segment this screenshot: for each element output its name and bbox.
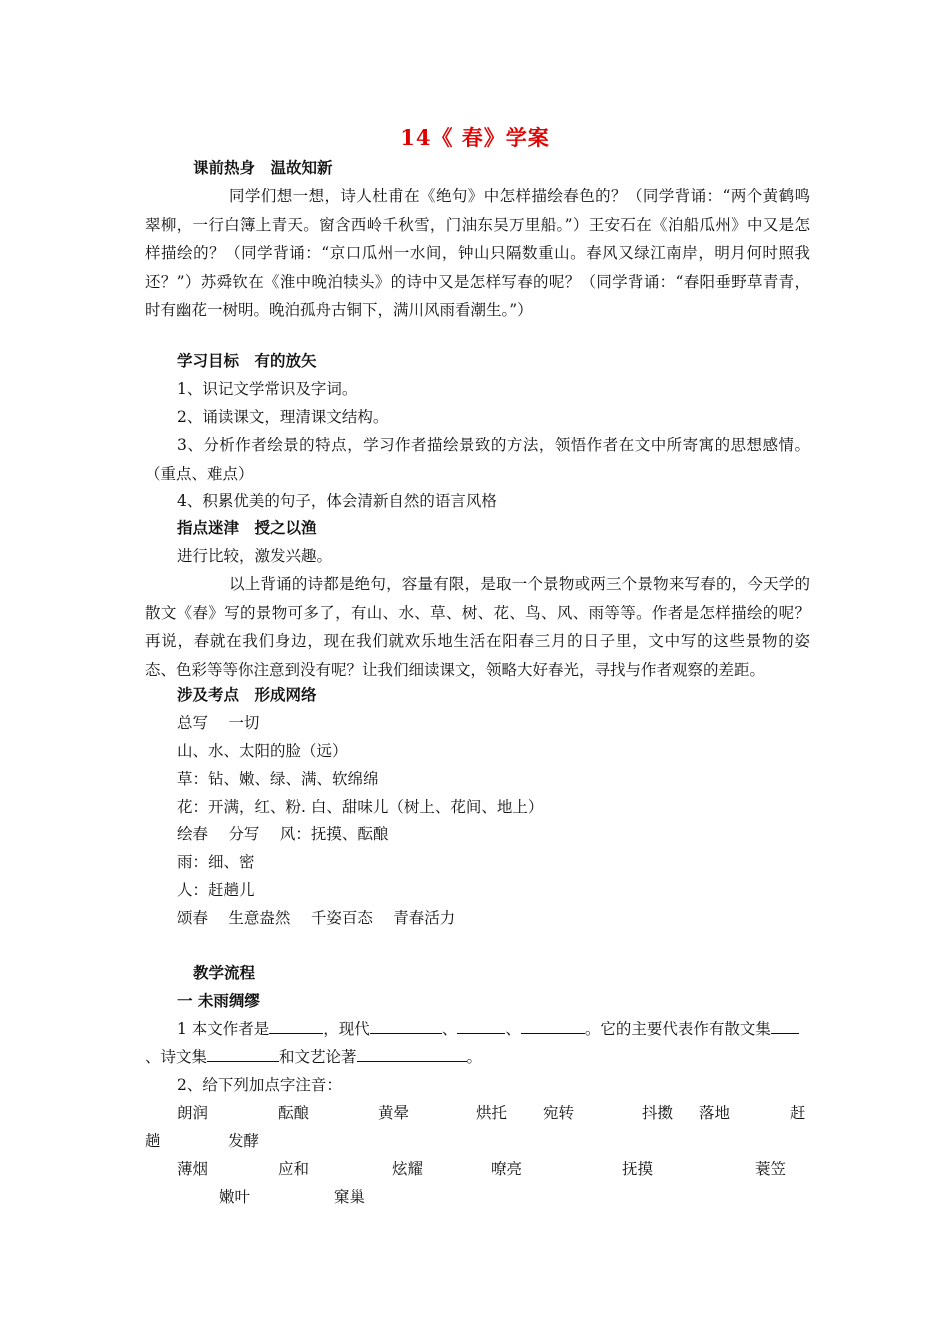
q1-text: 、 [505, 1020, 521, 1038]
guide-intro: 进行比较，激发兴趣。 [177, 547, 333, 565]
pinyin-word: 抚摸 [622, 1160, 654, 1178]
flow-heading: 教学流程 [193, 963, 256, 982]
pinyin-word: 薄烟 [177, 1160, 209, 1178]
q1-text: 。它的主要代表作有散文集 [584, 1020, 771, 1038]
answer-blank[interactable] [269, 1019, 323, 1034]
page-title: 14《 春》学案 [400, 125, 550, 150]
pinyin-word: 酝酿 [278, 1104, 310, 1122]
pinyin-word: 朗润 [177, 1104, 209, 1122]
warmup-paragraph: 同学们想一想，诗人杜甫在《绝句》中怎样描绘春色的？（同学背诵：“两个黄鹤鸣翠柳，一行白簿上青天。窗含西岭千秋雪，门油东吴万里船。”）王安石在《泊船瓜州》中又是怎样描绘的？（同学背诵：“京口瓜州一水间，钟山只隔数重山。春风又绿江南岸，明月何时照我还？”）苏舜钦在《淮中晚泊犊头》的诗中又是怎样写春的呢？（同学背诵：“春阳垂野草青青，时有幽花一树明。晚泊孤舟古铜下，满川风雨看潮生。”） [145, 187, 810, 319]
answer-blank[interactable] [370, 1019, 442, 1034]
warmup-heading: 课前热身 温故知新 [193, 158, 333, 177]
goals-heading: 学习目标 有的放矢 [177, 351, 317, 370]
part1-heading: 一 未雨绸缪 [177, 991, 260, 1010]
q1-text: 和文艺论著 [279, 1048, 357, 1066]
answer-blank[interactable] [207, 1047, 279, 1062]
goal-item: 3、分析作者绘景的特点，学习作者描绘景致的方法，领悟作者在文中所寄寓的思想感情。（重点、难点） [145, 436, 810, 483]
pinyin-word: 应和 [278, 1160, 310, 1178]
answer-blank[interactable] [357, 1047, 467, 1062]
pinyin-word: 发酵 [228, 1132, 260, 1150]
network-item: 雨：细、密 [177, 853, 255, 871]
pinyin-word: 黄晕 [378, 1104, 410, 1122]
pinyin-word: 蓑笠 [755, 1160, 787, 1178]
pinyin-word: 烘托 [476, 1104, 508, 1122]
pinyin-word: 抖擞 [642, 1104, 674, 1122]
pinyin-word: 宛转 [543, 1104, 575, 1122]
answer-blank[interactable] [521, 1019, 585, 1034]
network-item: 花：开满，红、粉. 白、甜味儿（树上、花间、地上） [177, 798, 544, 816]
pinyin-word: 嘹亮 [491, 1160, 523, 1178]
q1-text: ，现代 [323, 1020, 370, 1038]
goal-item: 1、识记文学常识及字词。 [177, 380, 358, 398]
pinyin-word: 赶 [790, 1104, 806, 1122]
pinyin-word: 趟 [145, 1132, 161, 1150]
pinyin-word: 落地 [699, 1104, 731, 1122]
goal-item: 4、积累优美的句子，体会清新自然的语言风格 [177, 492, 497, 510]
network-item: 绘春 分写 风：抚摸、酝酿 [177, 825, 389, 843]
q1-text: 、诗文集 [145, 1048, 208, 1066]
q1-text: 1 本文作者是 [177, 1020, 270, 1038]
pinyin-word: 窠巢 [334, 1188, 366, 1206]
question-2: 2、给下列加点字注音： [177, 1076, 342, 1094]
answer-blank[interactable] [457, 1019, 505, 1034]
question-1-line-1 [177, 1015, 842, 1043]
network-heading: 涉及考点 形成网络 [177, 685, 317, 704]
network-item: 山、水、太阳的脸（远） [177, 742, 348, 760]
pinyin-word: 嫩叶 [219, 1188, 251, 1206]
answer-blank[interactable] [771, 1019, 799, 1034]
network-item: 颂春 生意盎然 千姿百态 青春活力 [177, 909, 456, 927]
question-1-line-2 [145, 1043, 810, 1071]
goal-item: 2、诵读课文，理清课文结构。 [177, 408, 389, 426]
q1-text: 。 [466, 1048, 483, 1066]
q1-text: 、 [441, 1020, 458, 1038]
guide-paragraph: 以上背诵的诗都是绝句，容量有限，是取一个景物或两三个景物来写春的，今天学的散文《春》写的景物可多了，有山、水、草、树、花、鸟、风、雨等等。作者是怎样描绘的呢？再说，春就在我们身边，现在我们就欢乐地生活在阳春三月的日子里，文中写的这些景物的姿态、色彩等等你注意到没有呢？让我们细读课文，领略大好春光，寻找与作者观察的差距。 [145, 575, 810, 679]
pinyin-word: 炫耀 [392, 1160, 424, 1178]
network-item: 总写 一切 [177, 714, 260, 732]
guide-heading: 指点迷津 授之以渔 [177, 518, 317, 537]
network-item: 草：钻、嫩、绿、满、软绵绵 [177, 770, 379, 788]
network-item: 人：赶趟儿 [177, 881, 255, 899]
